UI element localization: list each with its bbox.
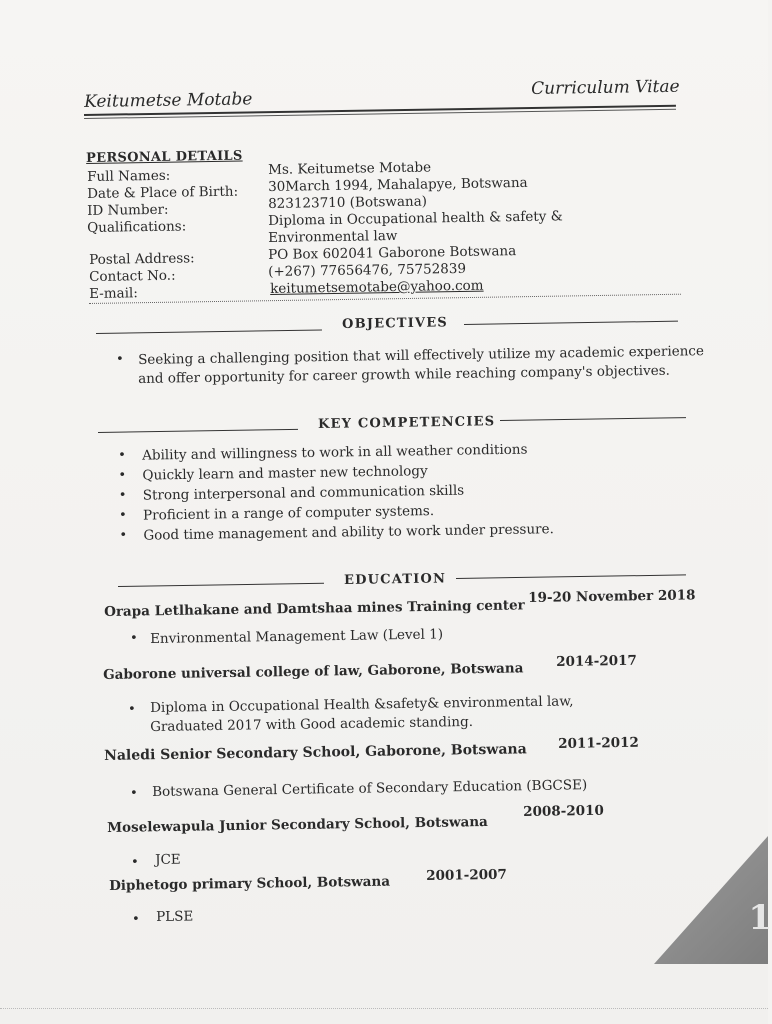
value-qualifications: Diploma in Occupational health & safety & <box>268 208 563 229</box>
label-dob: Date & Place of Birth: <box>87 183 239 202</box>
edu-dates-3: 2011-2012 <box>558 734 639 752</box>
edu-detail-1: Environmental Management Law (Level 1) <box>150 626 444 647</box>
label-email: E-mail: <box>89 285 138 302</box>
list-item: • Good time management and ability to work under pressure. <box>119 519 554 546</box>
page-bottom-rule <box>0 1008 768 1009</box>
competencies-heading: KEY COMPETENCIES <box>318 414 496 432</box>
edu-dates-4: 2008-2010 <box>523 802 604 820</box>
value-postal: PO Box 602041 Gaborone Botswana <box>268 243 517 263</box>
edu-detail-2a: Diploma in Occupational Health &safety& environmental law, <box>150 693 574 716</box>
edu-dates-2: 2014-2017 <box>556 652 637 670</box>
edu-institution-3: Naledi Senior Secondary School, Gaborone, Botswana <box>104 741 527 764</box>
header-name: Keitumetse Motabe <box>84 89 253 112</box>
bullet: • <box>132 911 140 927</box>
list-item: • Ability and willingness to work in all weather conditions <box>118 439 553 466</box>
objective-line-2: and offer opportunity for career growth while reaching company's objectives. <box>138 362 671 387</box>
competencies-rule-left <box>98 429 298 433</box>
label-contact: Contact No.: <box>89 267 176 285</box>
edu-detail-5: PLSE <box>156 908 194 925</box>
bullet: • <box>130 785 138 801</box>
objectives-rule-right <box>464 321 678 325</box>
edu-institution-5: Diphetogo primary School, Botswana <box>109 873 391 894</box>
list-item: • Quickly learn and master new technology <box>118 459 553 486</box>
objective-bullet: • <box>116 351 124 367</box>
label-full-names: Full Names: <box>87 167 171 185</box>
competencies-list <box>118 439 554 546</box>
personal-details-divider <box>89 294 681 304</box>
objectives-heading: OBJECTIVES <box>342 315 449 332</box>
label-qualifications: Qualifications: <box>87 218 187 236</box>
objectives-rule-left <box>96 329 322 334</box>
value-qualifications-cont: Environmental law <box>268 227 398 246</box>
education-heading: EDUCATION <box>344 571 447 588</box>
competencies-rule-right <box>500 417 686 421</box>
personal-details-heading: PERSONAL DETAILS <box>86 148 243 166</box>
edu-dates-1: 19-20 November 2018 <box>528 587 696 606</box>
edu-dates-5: 2001-2007 <box>426 866 507 884</box>
edu-institution-1: Orapa Letlhakane and Damtshaa mines Training center <box>104 597 525 620</box>
edu-detail-4: JCE <box>155 851 181 868</box>
bullet: • <box>128 701 136 717</box>
value-contact: (+267) 77656476, 75752839 <box>268 260 467 280</box>
education-rule-left <box>118 583 324 587</box>
email-link[interactable]: keitumetsemotabe@yahoo.com <box>270 277 484 297</box>
value-full-names: Ms. Keitumetse Motabe <box>268 159 432 178</box>
value-id: 823123710 (Botswana) <box>268 193 428 212</box>
page-number: 1 <box>748 898 772 938</box>
education-rule-right <box>456 574 686 579</box>
label-postal: Postal Address: <box>89 250 195 268</box>
objective-line-1: Seeking a challenging position that will effectively utilize my academic experience <box>138 343 705 368</box>
list-item: • Proficient in a range of computer systems. <box>119 499 554 526</box>
edu-institution-4: Moselewapula Junior Secondary School, Botswana <box>107 814 488 836</box>
edu-institution-2: Gaborone universal college of law, Gaborone, Botswana <box>103 660 524 683</box>
edu-detail-2b: Graduated 2017 with Good academic standing. <box>150 713 474 735</box>
value-dob: 30March 1994, Mahalapye, Botswana <box>268 174 528 195</box>
list-item: • Strong interpersonal and communication skills <box>119 479 554 506</box>
edu-detail-3: Botswana General Certificate of Secondary Education (BGCSE) <box>152 777 588 800</box>
bullet: • <box>130 630 138 646</box>
document-title: Curriculum Vitae <box>531 76 680 99</box>
bullet: • <box>131 854 139 870</box>
label-id: ID Number: <box>87 201 169 219</box>
